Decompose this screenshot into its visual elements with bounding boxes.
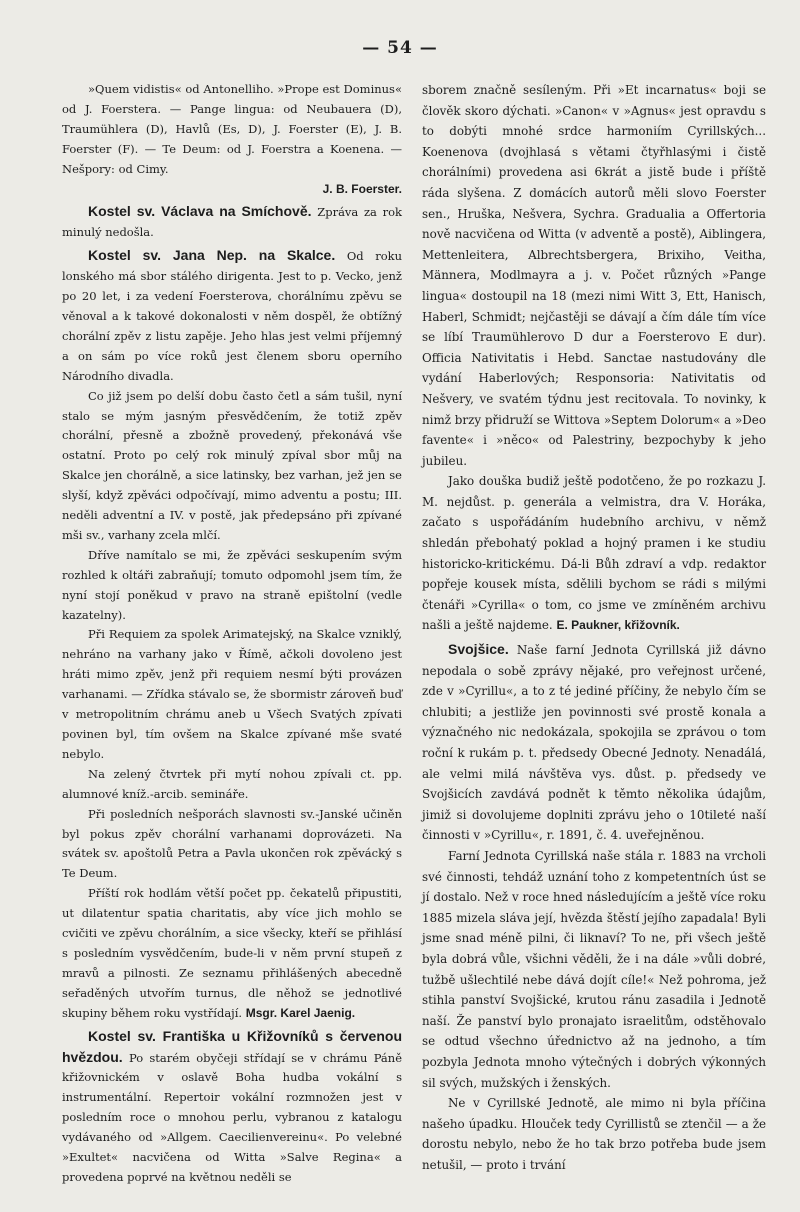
section-heading: Kostel sv. Františka u Křižovníků s červenou hvězdou. bbox=[62, 1027, 402, 1065]
paragraph: Při Requiem za spolek Arimatejský, na Skalce vzniklý, nehráno na varhany jako v Římě, ačkoli dovoleno jest hráti mimo zpěv, jenž při requiem nesmí býti provázen varhanami. — Zřídka stávalo se, že sbormistr zároveň buď v metropolitním chrámu aneb u Všech Svatých zpívati povinen byl, tím ovšem na Skalce zpívané mše svaté nebylo. bbox=[62, 627, 402, 761]
paragraph: Od roku lonského má sbor stálého dirigenta. Jest to p. Vecko, jenž po 20 let, i za vedení Foersterova, chorálnímu zpěvu se věnoval a k takové dokonalosti v něm dospěl, že obtížný chorální zpěv z listu zapěje. Jeho hlas jest velmi příjemný a on sám po více roků jest členem sboru operního Národního divadla. bbox=[62, 249, 403, 383]
section-kostel-sv-frantiska bbox=[62, 1027, 402, 1188]
section-heading: Svojšice. bbox=[448, 641, 509, 658]
signature: J. B. Foerster. bbox=[322, 181, 402, 196]
paragraph-text: Příští rok hodlám větší počet pp. čekatelů připustiti, ut dilatentur spatia charitatis, aby více jich mohlo se cvičiti ve zpěvu chorálním, a sice všecky, kteří se přihlásí s posledním vysvědčením, bude-li v něm první stupeň z mravů a pilnosti. Ze seznamu přihlášených abecedně seřaděných utvořím turnus, dle něhož se jednotlivé skupiny během roku vystřídají. bbox=[62, 886, 402, 1020]
section-heading: Kostel sv. Václava na Smíchově. bbox=[88, 203, 312, 220]
section-heading: Kostel sv. Jana Nep. na Skalce. bbox=[88, 247, 336, 264]
paragraph: »Quem vidistis« od Antonelliho. »Prope est Dominus« od J. Foerstera. — Pange lingua: od Neubauera (D), Traumühlera (D), Havlů (Es, D), J. Foerster (E), J. B. Foerster (F). — Te Deum: od J. Foerstra a Koenena. — Nešpory: od Cimy. bbox=[62, 82, 402, 176]
paragraph: sborem značně sesíleným. Při »Et incarnatus« boji se člověk skoro dýchati. »Canon« v »Agnus« jest opravdu s to dobýti mnohé srdce harmoniím Cyrillských... Koenenova (dvojhlasá s větami čtyřhlasými i čistě chorálními) provedena asi 6krát a jistě bude i příště ráda slyšena. Z domácích autorů měli slovo Foerster sen., Hruška, Nešvera, Sychra. Gradualia a Offertoria nově nacvičena od Witta (v adventě a postě), Aiblingera, Mettenleitera, Albrechtsbergera, Brixiho, Veitha, Männera, Modlmayra a j. v. Počet různých »Pange lingua« dostoupil na 18 (mezi nimi Witt 3, Ett, Hanisch, Haberl, Schmidt; nejčastěji se dávají a čím dále tím více se líbí Traumühlerovo D dur a Foersterovo E dur). Officia Nativitatis i Hebd. Sanctae nastudovány dle vydání Haberlových; Responsoria: Nativitatis od Nešvery, ve svatém týdnu jest recitovala. To novinky, k nimž brzy přidruží se Wittova »Septem Dolorum« a »Deo favente« i »něco« od Palestriny, bezpochyby k jeho jubileu. bbox=[422, 83, 766, 468]
left-column bbox=[62, 80, 402, 1188]
paragraph bbox=[422, 471, 766, 636]
signature: E. Paukner, křižovník. bbox=[556, 618, 680, 633]
paragraph-text: Jako douška budiž ještě podotčeno, že po rozkazu J. M. nejdůst. p. generála a velmistra, dra V. Horáka, začato s uspořádáním hudebního archivu, v němž shledán přebohatý poklad a hojný pramen i ke studiu historicko-kritickému. Dá-li Bůh zdraví a vdp. redaktor popřeje kousek místa, sdělili bychom se rádi s milými čtenáři »Cyrilla« o tom, co jsme ve zmíněném archivu našli a ještě najdeme. bbox=[422, 474, 766, 633]
paragraph: Farní Jednota Cyrillská naše stála r. 1883 na vrcholi své činnosti, tehdáž uznání toho z kompetentních úst se jí dostalo. Než v roce hned následujícím a ještě více roku 1885 mizela sláva její, hvězda štěstí jejího zapadala! Byli jsme snad méně pilni, či liknaví? To ne, při všech ještě byla dobrá vůle, všichni věděli, že i na dále »vůli dobré, tužbě ušlechtilé nebe dává dojít cíle!« Než pohroma, jež stihla panství Svojšické, krutou ránu zasadila i Jednotě naší. Že panství bylo pronajato israelitům, odstěhovalo se odtud všechno úřednictvo až na jednoho, a tím pozbyla Jednota mnoho výtečných i dobrých výkonných sil svých, mužských i ženských. bbox=[422, 848, 766, 1090]
paragraph: Při posledních nešporách slavnosti sv.-Janské učiněn byl pokus zpěv chorální varhanami doprovázeti. Na svátek sv. apoštolů Petra a Pavla ukončen rok zpěvácký s Te Deum. bbox=[62, 806, 402, 881]
right-column bbox=[422, 80, 766, 1175]
paragraph bbox=[62, 884, 402, 1023]
paragraph: Dříve namítalo se mi, že zpěváci seskupením svým rozhled k oltáři zabraňují; tomuto odpomohl jsem tím, že nyní stojí poněkud v pravo na straně epištolní (vedle kazatelny). bbox=[62, 547, 402, 622]
section-kostel-sv-jana bbox=[62, 246, 402, 386]
paragraph: Zpráva za rok minulý nedošla. bbox=[62, 205, 402, 240]
page-number: — 54 — bbox=[362, 38, 438, 58]
paragraph: Na zelený čtvrtek při mytí nohou zpívali ct. pp. alumnové kníž.-arcib. semináře. bbox=[62, 766, 402, 801]
section-svojsice bbox=[422, 639, 766, 846]
signature: Msgr. Karel Jaenig. bbox=[245, 1005, 356, 1020]
paragraph: Po starém obyčeji střídají se v chrámu Páně křižovnickém v oslavě Boha hudba vokální s instrumentální. Repertoir vokální rozmnožen jest v posledním roce o mnohou perlu, vybranou z katalogu vydávaného od »Allgem. Caecilienvereinu«. Po velebné »Exultet« nacvičena od Witta »Salve Regina« a provedena poprvé na květnou neděli se bbox=[62, 1050, 402, 1184]
section-kostel-sv-vaclava bbox=[62, 202, 402, 243]
paragraph: Ne v Cyrillské Jednotě, ale mimo ni byla příčina našeho úpadku. Hlouček tedy Cyrillistů se ztenčil — a že dorostu nebylo, nebo že ho tak brzo potřeba bude jsem netušil, — proto i trvání bbox=[422, 1096, 766, 1172]
paragraph: Co již jsem po delší dobu často četl a sám tušil, nyní stalo se mým jasným přesvědčením, že totiž zpěv chorální, přesně a zbožně provedený, překonává vše ostatní. Proto po celý rok minulý zpíval sbor můj na Skalce jen chorálně, a sice latinsky, bez varhan, jež jen se slyší, když zpěváci odpočívají, mimo adventu a postu; III. neděli adventní a IV. v postě, jak předepsáno při zpívané mši sv., varhany zcela mlčí. bbox=[62, 388, 402, 542]
paragraph: Naše farní Jednota Cyrillská již dávno nepodala o sobě zprávy nějaké, pro veřejnost určené, zde v »Cyrillu«, a to z té jediné příčiny, že nebylo čím se chlubiti; a jestliže jen povinnosti své prostě konala a význačného nic nedokázala, spokojila se zprávou o tom roční k rukám p. t. předsedy Obecné Jednoty. Nenadálá, ale velmi milá návštěva vys. důst. p. předsedy ve Svojšicích zavdává podnět k těmto několika údajům, jimiž si dovolujeme doplniti zprávu jeho o 10tileté naší činnosti v »Cyrillu«, r. 1891, č. 4. uveřejněnou. bbox=[422, 643, 766, 843]
